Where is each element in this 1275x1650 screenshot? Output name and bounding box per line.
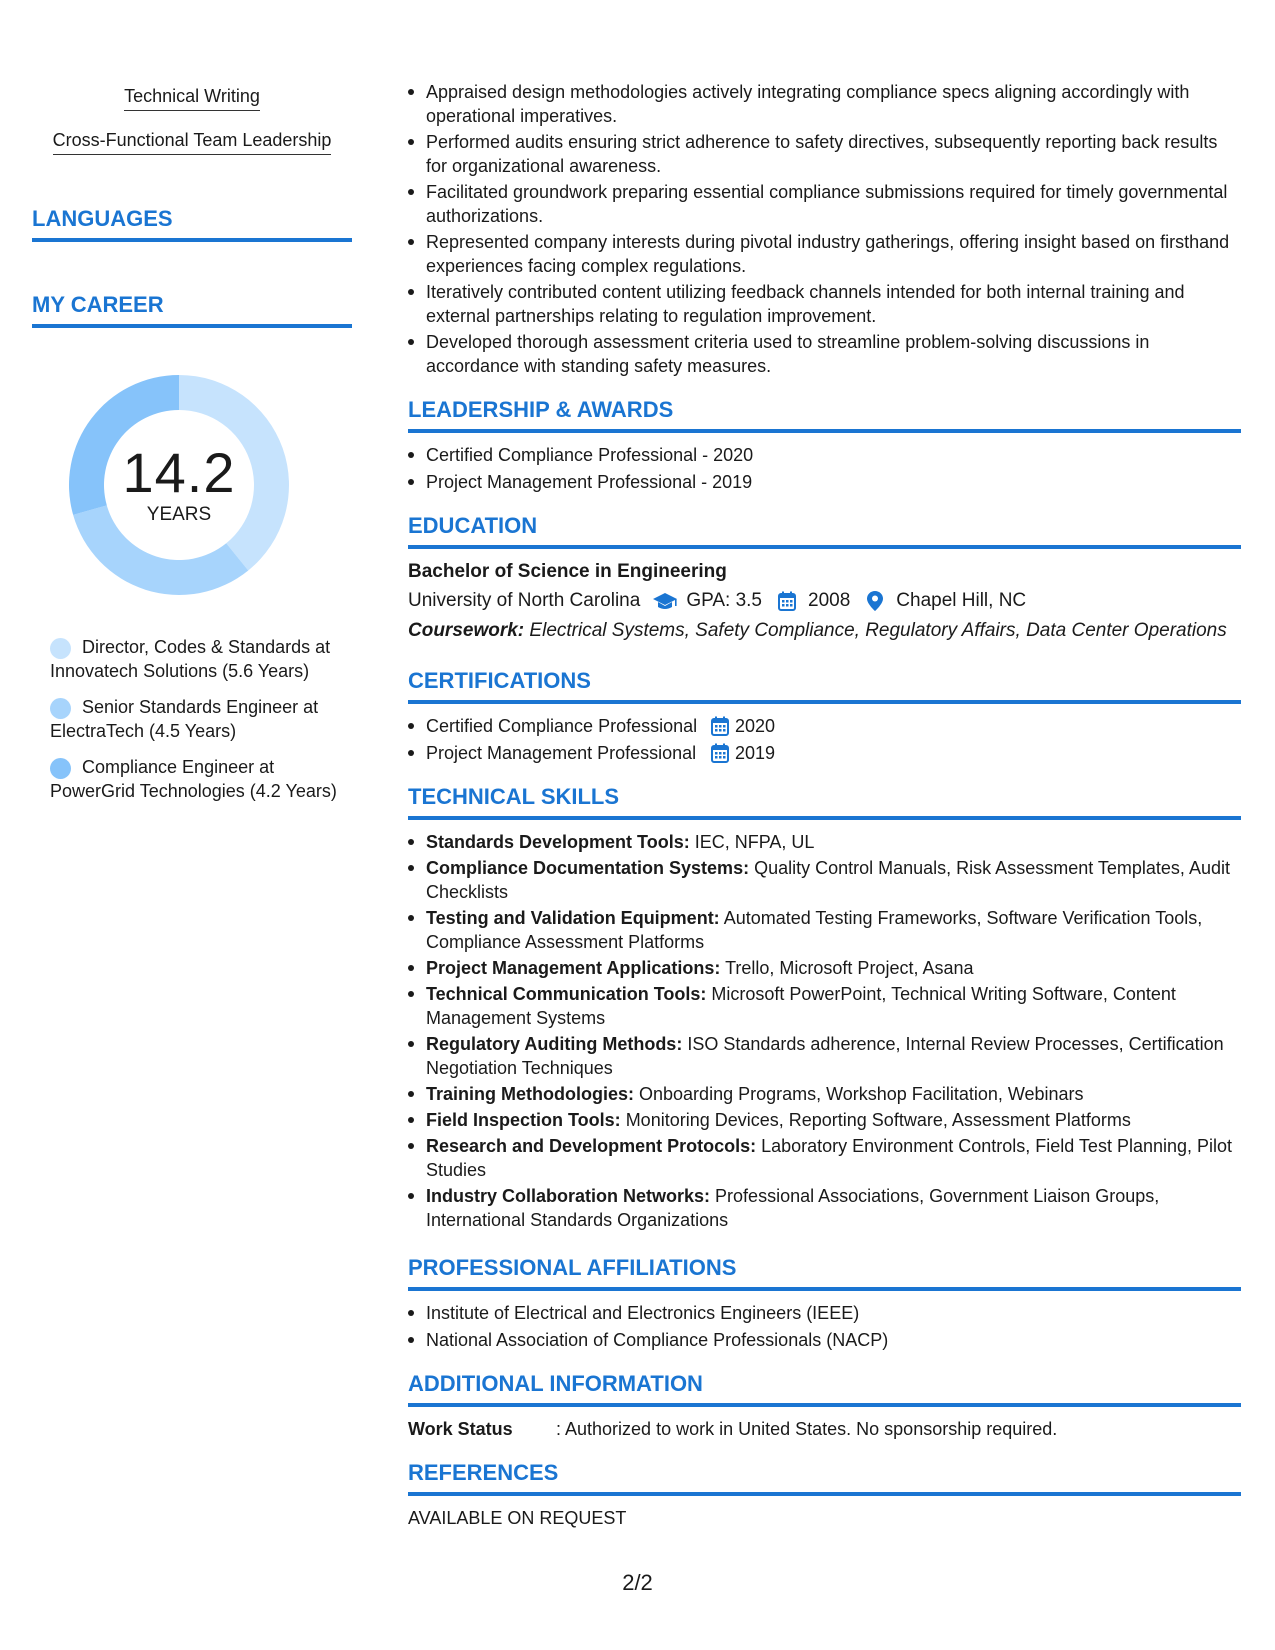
skill-value: Laboratory Environment Controls, Field Test Planning, Pilot Studies — [426, 1136, 1233, 1180]
experience-bullet: Facilitated groundwork preparing essential compliance submissions required for timely governmental authorizations. — [408, 180, 1241, 228]
career-legend — [50, 635, 340, 803]
skill-label: Standards Development Tools: — [426, 832, 690, 852]
career-total-unit: YEARS — [146, 504, 212, 525]
coursework-label: Coursework: — [408, 620, 525, 641]
skill-label: Training Methodologies: — [426, 1084, 634, 1104]
location-pin-icon — [862, 590, 888, 612]
page-number: 2/2 — [622, 1570, 653, 1595]
career-heading: MY CAREER — [32, 291, 352, 328]
education-heading: EDUCATION — [408, 512, 1241, 549]
certifications-heading: CERTIFICATIONS — [408, 667, 1241, 704]
skill-label: Compliance Documentation Systems: — [426, 858, 750, 878]
affiliations-list — [408, 1301, 1241, 1352]
skill-item — [408, 956, 1241, 980]
certification-year: 2019 — [735, 743, 776, 763]
additional-info-heading: ADDITIONAL INFORMATION — [408, 1370, 1241, 1407]
coursework — [408, 619, 1241, 643]
skill-item — [408, 830, 1241, 854]
skill-item — [408, 906, 1241, 954]
awards-list — [408, 443, 1241, 494]
gpa: GPA: 3.5 — [686, 590, 762, 611]
skill-value: Onboarding Programs, Workshop Facilitation, Webinars — [639, 1084, 1084, 1104]
award-item: Project Management Professional - 2019 — [408, 470, 1241, 494]
skill-item — [408, 1108, 1241, 1132]
legend-dot — [50, 638, 71, 659]
legend-item — [50, 635, 340, 683]
skill-item — [408, 1184, 1241, 1232]
technical-skills-heading: TECHNICAL SKILLS — [408, 783, 1241, 820]
experience-bullets — [408, 80, 1241, 378]
sidebar — [32, 84, 352, 803]
skill-label: Industry Collaboration Networks: — [426, 1186, 711, 1206]
work-status-row — [408, 1417, 1241, 1441]
certification-year: 2020 — [735, 716, 776, 736]
legend-dot — [50, 758, 71, 779]
career-total-years: 14.2 — [122, 441, 236, 504]
legend-item — [50, 755, 340, 803]
certification-item — [408, 714, 1241, 738]
affiliations-heading: PROFESSIONAL AFFILIATIONS — [408, 1254, 1241, 1291]
experience-bullet: Represented company interests during pivotal industry gatherings, offering insight based on firsthand experiences facing complex regulations. — [408, 230, 1241, 278]
skill-item — [408, 982, 1241, 1030]
languages-heading: LANGUAGES — [32, 205, 352, 242]
skill-value: IEC, NFPA, UL — [694, 832, 815, 852]
skill-item — [408, 856, 1241, 904]
certification-name: Certified Compliance Professional — [426, 716, 698, 736]
skill-value: Automated Testing Frameworks, Software Verification Tools, Compliance Assessment Platforms — [426, 908, 1203, 952]
skill-item — [408, 1032, 1241, 1080]
affiliation-item: National Association of Compliance Professionals (NACP) — [408, 1328, 1241, 1352]
references-text: AVAILABLE ON REQUEST — [408, 1508, 627, 1528]
references-heading: REFERENCES — [408, 1459, 1241, 1496]
skill-label: Regulatory Auditing Methods: — [426, 1034, 683, 1054]
legend-label: Compliance Engineer at PowerGrid Technologies (4.2 Years) — [50, 757, 337, 801]
skill-item — [408, 1134, 1241, 1182]
skill-label: Testing and Validation Equipment: — [426, 908, 720, 928]
education-details — [408, 588, 1241, 614]
skill-value: Trello, Microsoft Project, Asana — [725, 958, 974, 978]
award-item: Certified Compliance Professional - 2020 — [408, 443, 1241, 467]
affiliation-item: Institute of Electrical and Electronics Engineers (IEEE) — [408, 1301, 1241, 1325]
technical-skills-list — [408, 830, 1241, 1232]
skill-item — [408, 1082, 1241, 1106]
legend-dot — [50, 698, 71, 719]
experience-bullet: Appraised design methodologies actively integrating compliance specs aligning accordingly with operational imperatives. — [408, 80, 1241, 128]
experience-bullet: Performed audits ensuring strict adherence to safety directives, subsequently reporting back results for organizational awareness. — [408, 130, 1241, 178]
graduation-cap-icon — [652, 590, 678, 612]
skill-value: ISO Standards adherence, Internal Review Processes, Certification Negotiation Techniques — [426, 1034, 1224, 1078]
career-donut-chart — [67, 373, 291, 597]
experience-bullet: Developed thorough assessment criteria used to streamline problem-solving discussions in accordance with standing safety measures. — [408, 330, 1241, 378]
work-status-value: : Authorized to work in United States. No sponsorship required. — [556, 1419, 1058, 1439]
certification-name: Project Management Professional — [426, 743, 697, 763]
skill-tag: Technical Writing — [124, 84, 260, 111]
work-status-label: Work Status — [408, 1419, 513, 1439]
skill-label: Project Management Applications: — [426, 958, 721, 978]
donut-center — [67, 373, 291, 597]
skill-label: Field Inspection Tools: — [426, 1110, 621, 1130]
legend-label: Senior Standards Engineer at ElectraTech (4.5 Years) — [50, 697, 319, 741]
skill-value: Professional Associations, Government Liaison Groups, International Standards Organizations — [426, 1186, 1160, 1230]
skill-label: Research and Development Protocols: — [426, 1136, 757, 1156]
calendar-icon — [774, 590, 800, 612]
certification-item — [408, 741, 1241, 765]
skill-label: Technical Communication Tools: — [426, 984, 707, 1004]
skill-value: Microsoft PowerPoint, Technical Writing Software, Content Management Systems — [426, 984, 1176, 1028]
main-content — [408, 80, 1241, 1530]
coursework-list: Electrical Systems, Safety Compliance, Regulatory Affairs, Data Center Operations — [529, 620, 1227, 641]
skill-value: Quality Control Manuals, Risk Assessment Templates, Audit Checklists — [426, 858, 1230, 902]
graduation-year: 2008 — [808, 590, 851, 611]
school-location: Chapel Hill, NC — [896, 590, 1027, 611]
legend-item — [50, 695, 340, 743]
legend-label: Director, Codes & Standards at Innovatech Solutions (5.6 Years) — [50, 637, 331, 681]
experience-bullet: Iteratively contributed content utilizing feedback channels intended for both internal training and external partnerships relating to regulation improvement. — [408, 280, 1241, 328]
awards-heading: LEADERSHIP & AWARDS — [408, 396, 1241, 433]
school-name: University of North Carolina — [408, 590, 641, 611]
certifications-list — [408, 714, 1241, 765]
skill-tag: Cross-Functional Team Leadership — [53, 128, 332, 155]
degree-title: Bachelor of Science in Engineering — [408, 561, 727, 582]
calendar-icon — [711, 743, 729, 763]
skill-value: Monitoring Devices, Reporting Software, Assessment Platforms — [625, 1110, 1131, 1130]
calendar-icon — [711, 716, 729, 736]
